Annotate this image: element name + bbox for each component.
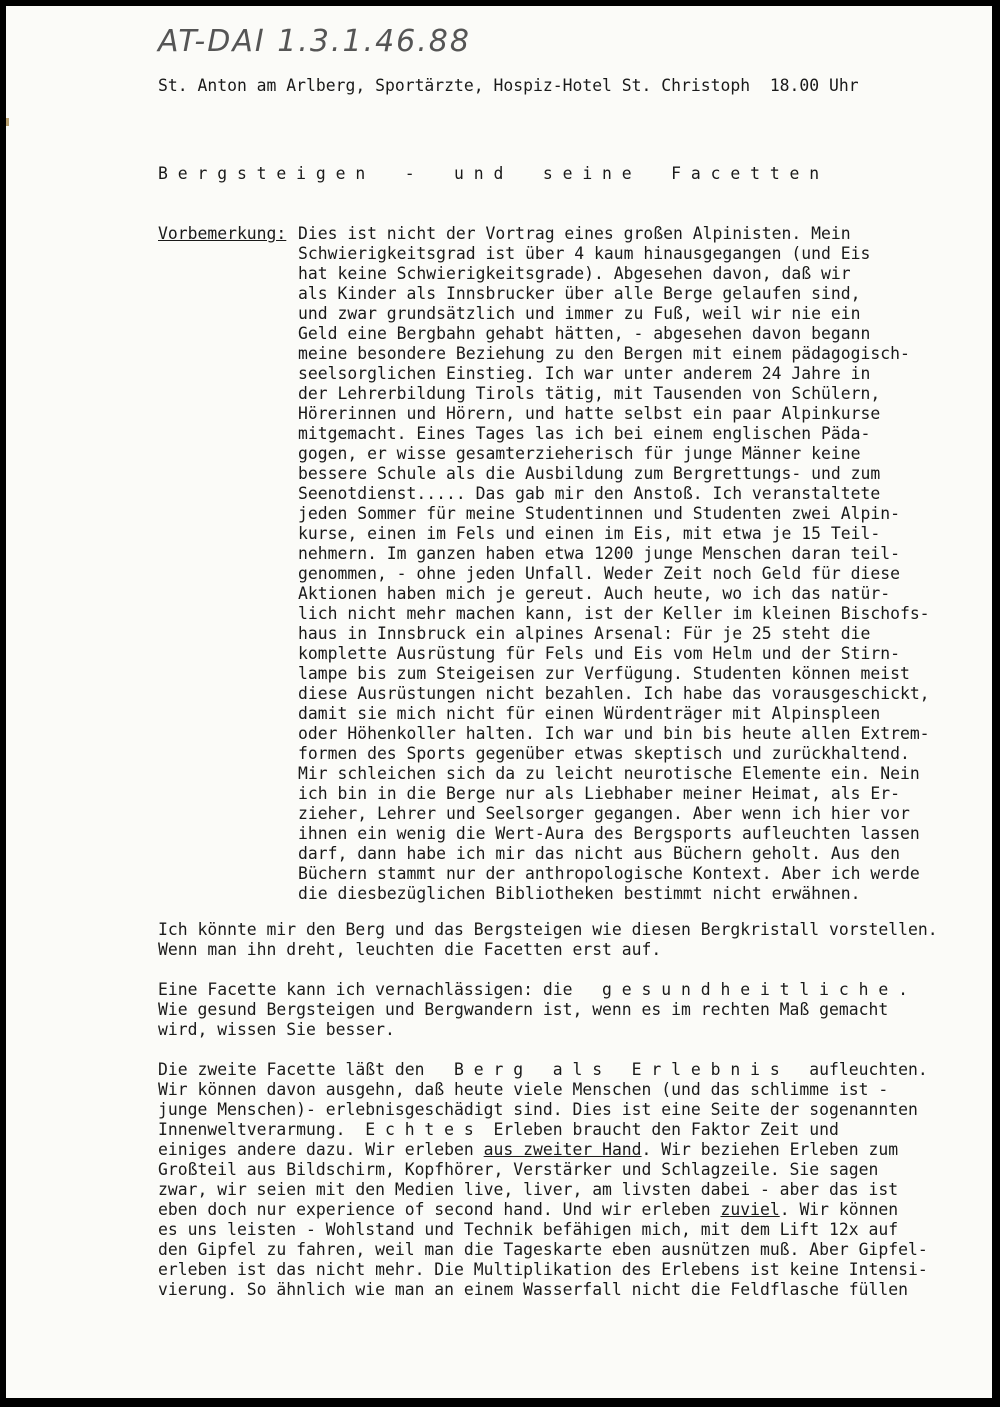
paragraph-erlebnis [158,1060,928,1300]
text-line: ich bin in die Berge nur als Liebhaber meiner Heimat, als Er- [298,784,900,803]
text-segment: . Wir beziehen Erleben zum [641,1140,899,1159]
text-line: Hörerinnen und Hörern, und hatte selbst ein paar Alpinkurse [298,404,881,423]
text-line: Innenweltverarmung. E c h t e s Erleben braucht den Faktor Zeit und [158,1120,839,1139]
text-line: vierung. So ähnlich wie man an einem Wasserfall nicht die Feldflasche füllen [158,1280,908,1299]
vorbemerkung-body [298,224,930,904]
document-page [6,6,992,1398]
text-line: zwar, wir seien mit den Medien live, liver, am livsten dabei - aber das ist [158,1180,899,1199]
text-line: Wie gesund Bergsteigen und Bergwandern ist, wenn es im rechten Maß gemacht [158,1000,889,1019]
text-line: und zwar grundsätzlich und immer zu Fuß, weil wir nie ein [298,304,861,323]
text-segment: einiges andere dazu. Wir erleben [158,1140,484,1159]
text-line: Großteil aus Bildschirm, Kopfhörer, Verstärker und Schlagzeile. Sie sagen [158,1160,879,1179]
underlined-phrase: zuviel [720,1200,780,1219]
text-line: Seenotdienst..... Das gab mir den Anstoß. Ich veranstaltete [298,484,881,503]
text-line [158,1200,928,1220]
text-line: Wenn man ihn dreht, leuchten die Facetten erst auf. [158,940,662,959]
text-line: die diesbezüglichen Bibliotheken bestimmt nicht erwähnen. [298,884,861,903]
handwritten-reference: AT-DAI 1.3.1.46.88 [158,24,471,59]
text-line: Schwierigkeitsgrad ist über 4 kaum hinausgegangen (und Eis [298,244,871,263]
text-line: Dies ist nicht der Vortrag eines großen Alpinisten. Mein [298,224,851,243]
vorbemerkung-label: Vorbemerkung: [158,224,287,243]
text-line: lich nicht mehr machen kann, ist der Keller im kleinen Bischofs- [298,604,930,623]
text-line: damit sie mich nicht für einen Würdenträger mit Alpinspleen [298,704,881,723]
margin-mark [6,118,9,126]
text-line: Ich könnte mir den Berg und das Bergsteigen wie diesen Bergkristall vorstellen. [158,920,938,939]
text-line: Büchern stammt nur der anthropologische Kontext. Aber ich werde [298,864,920,883]
text-line: genommen, - ohne jeden Unfall. Weder Zeit noch Geld für diese [298,564,900,583]
text-line: der Lehrerbildung Tirols tätig, mit Tausenden von Schülern, [298,384,881,403]
text-line: meine besondere Beziehung zu den Bergen mit einem pädagogisch- [298,344,910,363]
text-line: ihnen ein wenig die Wert-Aura des Bergsports aufleuchten lassen [298,824,920,843]
header-line: St. Anton am Arlberg, Sportärzte, Hospiz-Hotel St. Christoph 18.00 Uhr [158,76,859,95]
text-line: haus in Innsbruck ein alpines Arsenal: Für je 25 steht die [298,624,871,643]
underlined-phrase: aus zweiter Hand [483,1140,642,1159]
paragraph-bergkristall [158,920,938,960]
text-line: darf, dann habe ich mir das nicht aus Büchern geholt. Aus den [298,844,900,863]
text-line: Die zweite Facette läßt den B e r g a l s E r l e b n i s aufleuchten. [158,1060,928,1079]
document-title: B e r g s t e i g e n - u n d s e i n e F a c e t t e n [158,164,820,183]
text-line: formen des Sports gegenüber etwas skeptisch und zurückhaltend. [298,744,910,763]
text-line: nehmern. Im ganzen haben etwa 1200 junge Menschen daran teil- [298,544,900,563]
text-line: Geld eine Bergbahn gehabt hätten, - abgesehen davon begann [298,324,871,343]
text-line: als Kinder als Innsbrucker über alle Berge gelaufen sind, [298,284,861,303]
text-line: komplette Ausrüstung für Fels und Eis vom Helm und der Stirn- [298,644,900,663]
text-line: bessere Schule als die Ausbildung zum Bergrettungs- und zum [298,464,881,483]
text-line: es uns leisten - Wohlstand und Technik befähigen mich, mit dem Lift 12x auf [158,1220,899,1239]
text-segment: eben doch nur experience of second hand. Und wir erleben [158,1200,721,1219]
text-line: Aktionen haben mich je gereut. Auch heute, wo ich das natür- [298,584,891,603]
text-line: zieher, Lehrer und Seelsorger gegangen. Aber wenn ich hier vor [298,804,910,823]
text-segment: . Wir können [779,1200,899,1219]
text-line: diese Ausrüstungen nicht bezahlen. Ich habe das vorausgeschickt, [298,684,930,703]
text-line: mitgemacht. Eines Tages las ich bei einem englischen Päda- [298,424,871,443]
paragraph-gesundheitliche [158,980,908,1040]
text-line: den Gipfel zu fahren, weil man die Tageskarte eben ausnützen muß. Aber Gipfel- [158,1240,928,1259]
text-line: wird, wissen Sie besser. [158,1020,395,1039]
text-line [158,1140,928,1160]
text-line: gogen, er wisse gesamterzieherisch für junge Männer keine [298,444,861,463]
text-line: Mir schleichen sich da zu leicht neurotische Elemente ein. Nein [298,764,920,783]
text-line: hat keine Schwierigkeitsgrade). Abgesehen davon, daß wir [298,264,851,283]
text-line: Eine Facette kann ich vernachlässigen: die g e s u n d h e i t l i c h e . [158,980,908,999]
text-line: kurse, einen im Fels und einen im Eis, mit etwa je 15 Teil- [298,524,881,543]
text-line: jeden Sommer für meine Studentinnen und Studenten zwei Alpin- [298,504,900,523]
text-line: erleben ist das nicht mehr. Die Multiplikation des Erlebens ist keine Intensi- [158,1260,928,1279]
text-line: Wir können davon ausgehn, daß heute viele Menschen (und das schlimme ist - [158,1080,889,1099]
text-line: junge Menschen)- erlebnisgeschädigt sind. Dies ist eine Seite der sogenannten [158,1100,918,1119]
text-line: lampe bis zum Steigeisen zur Verfügung. Studenten können meist [298,664,910,683]
text-line: oder Höhenkoller halten. Ich war und bin bis heute allen Extrem- [298,724,930,743]
text-line: seelsorglichen Einstieg. Ich war unter anderem 24 Jahre in [298,364,871,383]
